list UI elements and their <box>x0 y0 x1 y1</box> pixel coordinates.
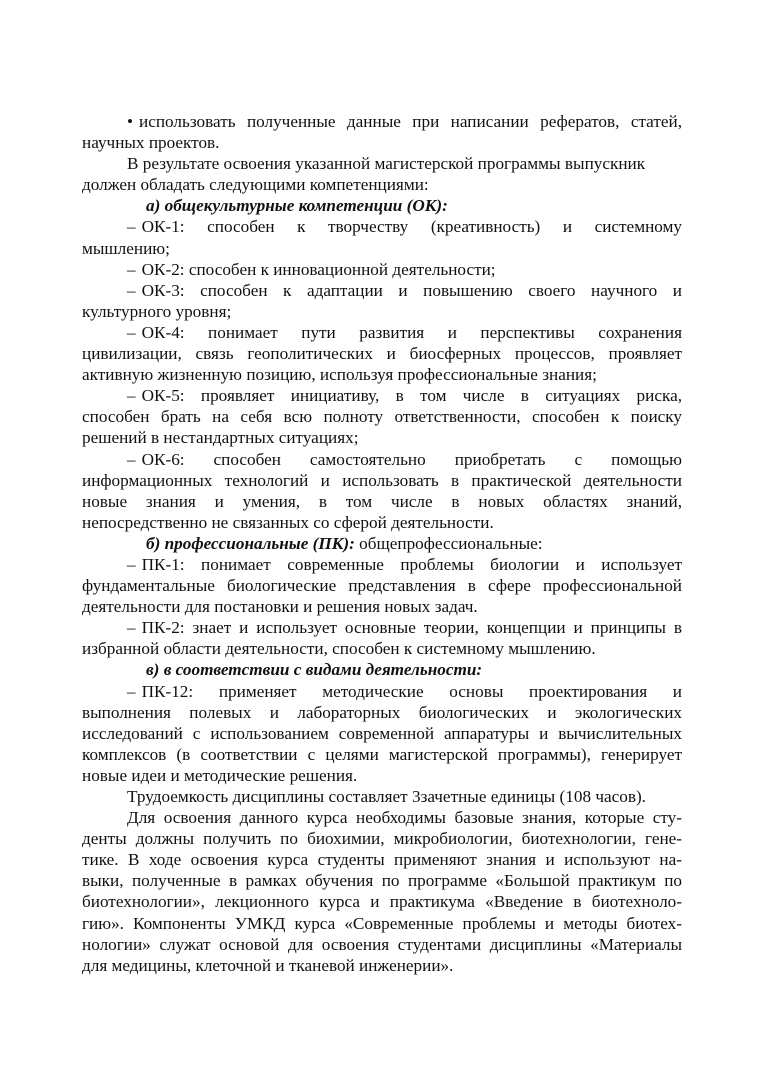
text-line <box>82 681 682 702</box>
word: развития <box>359 322 425 342</box>
document-body <box>82 111 682 976</box>
competency-ok5 <box>82 385 682 448</box>
text-line: выполнения полевых и лабораторных биологических и экологических <box>82 702 682 722</box>
word: помощью <box>611 449 682 469</box>
text-line <box>82 385 682 406</box>
word <box>127 449 185 470</box>
competency-ok2 <box>82 259 682 280</box>
word: перспективы <box>480 322 575 342</box>
dash-icon: – <box>127 681 136 701</box>
word: основы <box>449 681 504 701</box>
text-line: новые идеи и методические решения. <box>82 765 358 785</box>
word: и <box>562 217 573 237</box>
word: к <box>297 217 306 237</box>
competency-text: ПК-2: знает и использует основные теории, концепции и принципы в <box>141 618 682 638</box>
competency-ok4 <box>82 322 682 385</box>
word: сохранения <box>598 322 682 342</box>
word <box>127 322 185 343</box>
word: ОК-1: <box>141 217 185 237</box>
competency-pk12 <box>82 681 682 786</box>
text-line <box>82 449 682 470</box>
word: (креативность) <box>430 217 541 237</box>
text-line: должен обладать следующими компетенциями: <box>82 175 429 195</box>
text-line <box>82 216 682 237</box>
word: способен <box>213 449 281 469</box>
text-line: биотехнологии», лекционного курса и практикума «Введение в биотехноло- <box>82 892 682 912</box>
section-heading-professional <box>82 533 682 554</box>
word: понимает <box>208 322 278 342</box>
competency-ok1 <box>82 216 682 258</box>
text-line: фундаментальные биологические представления в сфере профессиональной <box>82 576 682 596</box>
text-line: комплексов (в соответствии с целями магистерской программы), генерирует <box>82 744 682 764</box>
workload-paragraph: Трудоемкость дисциплины составляет 3зачетные единицы (108 часов). <box>127 787 646 806</box>
competency-pk2 <box>82 617 682 659</box>
word: приобретать <box>454 449 546 469</box>
competency-text: ПК-1: понимает современные проблемы биологии и использует <box>141 554 682 574</box>
text-line <box>82 280 682 301</box>
word: пути <box>301 322 336 342</box>
text-line: тике. В ходе освоения курса студенты применяют знания и используют на- <box>82 850 682 870</box>
text-line: деятельности для постановки и решения новых задач. <box>82 597 478 617</box>
word <box>127 216 185 237</box>
text-line: выки, полученные в рамках обучения по программе «Большой практикум по <box>82 871 682 891</box>
word: проектирования <box>529 681 648 701</box>
text-line: избранной области деятельности, способен к системному мышлению. <box>82 639 596 659</box>
word: ОК-4: <box>141 322 185 342</box>
text-line: денты должны получить по биохимии, микробиологии, биотехнологии, гене- <box>82 829 682 849</box>
word: ОК-6: <box>141 449 185 469</box>
competency-text: ОК-5: проявляет инициативу, в том числе в ситуациях риска, <box>141 386 682 406</box>
text-line: нологии» служат основой для освоения студентами дисциплины «Материалы <box>82 934 682 954</box>
bullet-icon: • <box>127 112 134 131</box>
intro-paragraph <box>82 153 682 195</box>
text-line: исследований с использованием современной аппаратуры и вычислительных <box>82 723 682 743</box>
text-line: информационных технологий и использовать в практической деятельности <box>82 470 682 490</box>
dash-icon: – <box>127 322 136 342</box>
competency-text: ОК-3: способен к адаптации и повышению своего научного и <box>141 280 682 300</box>
dash-icon: – <box>127 449 136 469</box>
word: творчеству <box>328 217 409 237</box>
text-line: непосредственно не связанных со сферой деятельности. <box>82 512 494 532</box>
word: применяет <box>218 681 297 701</box>
text-line: В результате освоения указанной магистерской программы выпускник <box>127 154 646 174</box>
word: системному <box>594 217 682 237</box>
word <box>127 681 193 702</box>
text-line: для медицины, клеточной и тканевой инженерии». <box>82 955 454 975</box>
competency-pk1 <box>82 554 682 617</box>
text-line: гию». Компоненты УМКД курса «Современные проблемы и методы биотех- <box>82 913 682 933</box>
word: ПК-12: <box>141 681 194 701</box>
word: с <box>574 449 583 469</box>
dash-icon: – <box>127 554 136 574</box>
bullet-paragraph <box>82 111 682 153</box>
text-line: Для освоения данного курса необходимы базовые знания, которые сту- <box>127 808 682 828</box>
text-line: активную жизненную позицию, используя профессиональные знания; <box>82 365 597 385</box>
text-line <box>82 322 682 343</box>
word: и <box>447 322 457 342</box>
dash-icon: – <box>127 386 136 406</box>
text-line: новые знания и умения, в том числе в новых областях знаний, <box>82 491 682 511</box>
text-line <box>82 554 682 575</box>
competency-ok6 <box>82 449 682 533</box>
text-line: цивилизации, связь геополитических и биосферных процессов, проявляет <box>82 344 682 364</box>
word: самостоятельно <box>309 449 426 469</box>
dash-icon: – <box>127 618 136 638</box>
text-line: способен брать на себя всю полноту ответственности, способен к поиску <box>82 407 682 427</box>
word: и <box>672 681 682 701</box>
competency-ok3 <box>82 280 682 322</box>
competency-text: ОК-2: способен к инновационной деятельности; <box>141 259 496 279</box>
text-line: научных проектов. <box>82 133 220 153</box>
dash-icon: – <box>127 217 136 237</box>
text-line: решений в нестандартных ситуациях; <box>82 428 359 448</box>
word: методические <box>322 681 424 701</box>
text-line: культурного уровня; <box>82 301 232 321</box>
dash-icon: – <box>127 280 136 300</box>
prerequisites-paragraph <box>82 807 682 976</box>
bullet-text: использовать полученные данные при написании рефератов, статей, <box>139 112 682 131</box>
heading-rest: общепрофессиональные: <box>354 533 543 553</box>
dash-icon: – <box>127 259 136 279</box>
text-line: мышлению; <box>82 238 170 258</box>
section-heading-general: а) общекультурные компетенции (ОК): <box>146 196 448 216</box>
text-line <box>82 617 682 638</box>
section-heading-activity: в) в соответствии с видами деятельности: <box>146 660 483 680</box>
heading-bold: б) профессиональные (ПК): <box>146 533 355 553</box>
text-line <box>82 111 682 132</box>
word: способен <box>207 217 275 237</box>
